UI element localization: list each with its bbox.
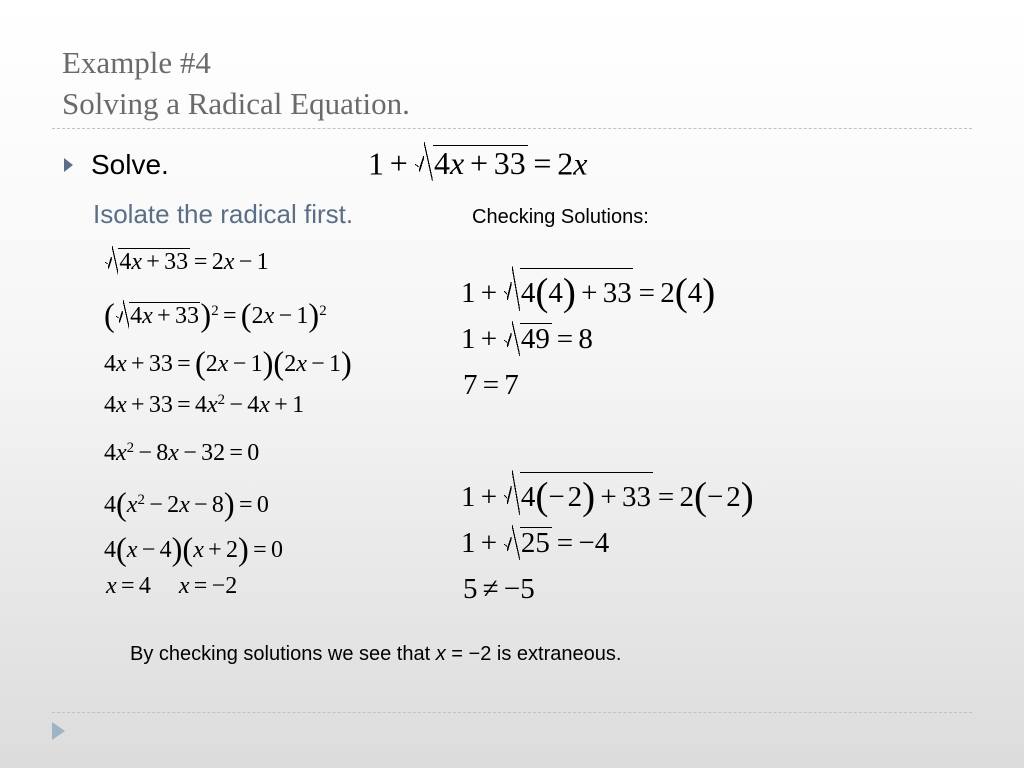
footer-divider <box>52 712 972 713</box>
title-divider <box>52 128 972 129</box>
bullet-text: Solve. <box>91 149 169 180</box>
title-line-2: Solving a Radical Equation. <box>62 86 410 121</box>
check-2-line-1: 1 + 4(−2) + 33 = 2(−2) <box>461 472 754 513</box>
subtitle: Isolate the radical first. <box>93 199 354 229</box>
step-5: $4x^2 - 8x - 32 = 0$ <box>104 439 260 466</box>
check-2-line-3: 5 ≠ −5 <box>463 573 535 605</box>
check-1-line-2: 1 + 49 = 8 <box>461 323 593 356</box>
conclusion-after: = −2 is extraneous. <box>445 643 622 665</box>
main-equation: 1 + 4x + 33 = 2x <box>368 145 588 182</box>
step-4: $4x + 33 = 4x^2 - 4x + 1$ <box>104 391 305 418</box>
check-1-line-3: 7 = 7 <box>463 369 519 401</box>
step-2: ( $4x + 33)^2 = (2x - 1)^2$ <box>104 297 327 334</box>
footer-arrow-icon <box>52 722 65 740</box>
checking-label: Checking Solutions: <box>472 206 649 228</box>
title-line-1: Example #4 <box>62 45 211 80</box>
check-1-line-1: 1 + 4(4) + 33 = 2(4) <box>461 268 715 309</box>
step-1: 4x + 33 = 2x − 1 <box>104 248 269 274</box>
step-7: 4(x − 4)(x + 2) = 0 <box>104 531 283 568</box>
bullet-arrow-icon <box>64 158 73 172</box>
conclusion-before: By checking solutions we see that <box>130 643 436 665</box>
step-3: 4x + 33 = (2x − 1)(2x − 1) <box>104 345 352 382</box>
check-2-line-2: 1 + 25 = −4 <box>461 527 610 560</box>
step-6: $4(x^2 - 2x - 8) = 0$ <box>104 486 269 523</box>
conclusion-variable: x <box>435 643 446 665</box>
step-8: x = 4 x = −2 <box>106 573 238 599</box>
conclusion-text <box>130 644 621 664</box>
